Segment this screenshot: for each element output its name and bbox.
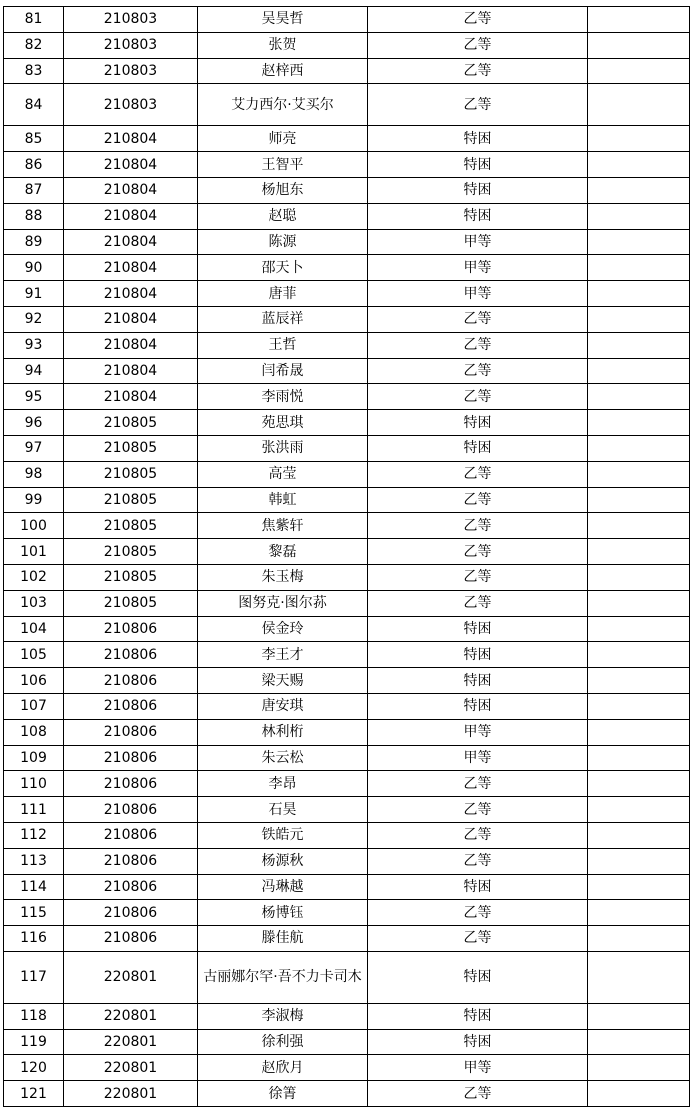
aid-level-cell: 特困 xyxy=(368,1029,588,1055)
table-row xyxy=(4,384,690,410)
student-name-cell: 徐利强 xyxy=(198,1029,368,1055)
table-row xyxy=(4,203,690,229)
row-number-cell: 83 xyxy=(4,58,64,84)
class-code-cell: 210804 xyxy=(64,229,198,255)
table-row xyxy=(4,771,690,797)
table-row xyxy=(4,152,690,178)
table-row xyxy=(4,926,690,952)
table-row xyxy=(4,719,690,745)
remark-cell xyxy=(588,616,690,642)
class-code-cell: 210805 xyxy=(64,539,198,565)
class-code-cell: 210806 xyxy=(64,668,198,694)
remark-cell xyxy=(588,152,690,178)
student-name-cell: 赵梓西 xyxy=(198,58,368,84)
table-row xyxy=(4,281,690,307)
aid-level-cell: 乙等 xyxy=(368,7,588,33)
student-name-cell: 高莹 xyxy=(198,461,368,487)
aid-level-cell: 乙等 xyxy=(368,332,588,358)
row-number-cell: 120 xyxy=(4,1055,64,1081)
table-row xyxy=(4,797,690,823)
table-row xyxy=(4,951,690,1003)
student-name-cell: 李昂 xyxy=(198,771,368,797)
student-name-cell: 铁皓元 xyxy=(198,822,368,848)
remark-cell xyxy=(588,719,690,745)
class-code-cell: 210804 xyxy=(64,281,198,307)
row-number-cell: 88 xyxy=(4,203,64,229)
aid-level-cell: 乙等 xyxy=(368,539,588,565)
table-row xyxy=(4,642,690,668)
aid-level-cell: 乙等 xyxy=(368,384,588,410)
table-row xyxy=(4,461,690,487)
aid-level-cell: 乙等 xyxy=(368,58,588,84)
remark-cell xyxy=(588,384,690,410)
aid-level-cell: 特困 xyxy=(368,410,588,436)
class-code-cell: 210806 xyxy=(64,797,198,823)
row-number-cell: 115 xyxy=(4,900,64,926)
student-name-cell: 邵天卜 xyxy=(198,255,368,281)
table-row xyxy=(4,1029,690,1055)
class-code-cell: 220801 xyxy=(64,951,198,1003)
remark-cell xyxy=(588,1081,690,1107)
row-number-cell: 114 xyxy=(4,874,64,900)
aid-level-cell: 特困 xyxy=(368,693,588,719)
row-number-cell: 121 xyxy=(4,1081,64,1107)
student-name-cell: 李雨悦 xyxy=(198,384,368,410)
row-number-cell: 102 xyxy=(4,564,64,590)
aid-level-cell: 乙等 xyxy=(368,564,588,590)
student-name-cell: 王哲 xyxy=(198,332,368,358)
class-code-cell: 210804 xyxy=(64,306,198,332)
row-number-cell: 119 xyxy=(4,1029,64,1055)
aid-level-cell: 甲等 xyxy=(368,719,588,745)
aid-level-cell: 乙等 xyxy=(368,358,588,384)
class-code-cell: 210804 xyxy=(64,126,198,152)
student-name-cell: 陈源 xyxy=(198,229,368,255)
class-code-cell: 210803 xyxy=(64,7,198,33)
class-code-cell: 220801 xyxy=(64,1081,198,1107)
table-row xyxy=(4,177,690,203)
student-name-cell: 冯琳越 xyxy=(198,874,368,900)
table-row xyxy=(4,513,690,539)
row-number-cell: 94 xyxy=(4,358,64,384)
student-name-cell: 艾力西尔·艾买尔 xyxy=(198,84,368,126)
remark-cell xyxy=(588,84,690,126)
aid-level-cell: 甲等 xyxy=(368,1055,588,1081)
row-number-cell: 117 xyxy=(4,951,64,1003)
row-number-cell: 105 xyxy=(4,642,64,668)
remark-cell xyxy=(588,822,690,848)
remark-cell xyxy=(588,900,690,926)
student-name-cell: 石昊 xyxy=(198,797,368,823)
remark-cell xyxy=(588,126,690,152)
class-code-cell: 210806 xyxy=(64,848,198,874)
aid-level-cell: 乙等 xyxy=(368,771,588,797)
class-code-cell: 210805 xyxy=(64,487,198,513)
student-name-cell: 赵聪 xyxy=(198,203,368,229)
remark-cell xyxy=(588,926,690,952)
table-row xyxy=(4,539,690,565)
remark-cell xyxy=(588,281,690,307)
table-row xyxy=(4,7,690,33)
remark-cell xyxy=(588,461,690,487)
table-row xyxy=(4,1081,690,1107)
remark-cell xyxy=(588,58,690,84)
row-number-cell: 116 xyxy=(4,926,64,952)
remark-cell xyxy=(588,513,690,539)
aid-level-cell: 乙等 xyxy=(368,306,588,332)
aid-level-cell: 特困 xyxy=(368,126,588,152)
class-code-cell: 210804 xyxy=(64,384,198,410)
student-name-cell: 徐箐 xyxy=(198,1081,368,1107)
class-code-cell: 210806 xyxy=(64,719,198,745)
remark-cell xyxy=(588,1003,690,1029)
row-number-cell: 82 xyxy=(4,32,64,58)
aid-level-cell: 乙等 xyxy=(368,797,588,823)
student-name-cell: 唐菲 xyxy=(198,281,368,307)
table-row xyxy=(4,616,690,642)
row-number-cell: 92 xyxy=(4,306,64,332)
remark-cell xyxy=(588,332,690,358)
student-name-cell: 李王才 xyxy=(198,642,368,668)
table-row xyxy=(4,255,690,281)
aid-level-cell: 乙等 xyxy=(368,487,588,513)
row-number-cell: 91 xyxy=(4,281,64,307)
table-row xyxy=(4,435,690,461)
table-row xyxy=(4,848,690,874)
table-row xyxy=(4,332,690,358)
class-code-cell: 210806 xyxy=(64,616,198,642)
remark-cell xyxy=(588,797,690,823)
class-code-cell: 220801 xyxy=(64,1029,198,1055)
remark-cell xyxy=(588,745,690,771)
table-row xyxy=(4,564,690,590)
student-name-cell: 张洪雨 xyxy=(198,435,368,461)
table-row xyxy=(4,822,690,848)
table-row xyxy=(4,900,690,926)
row-number-cell: 103 xyxy=(4,590,64,616)
row-number-cell: 87 xyxy=(4,177,64,203)
aid-level-cell: 特困 xyxy=(368,642,588,668)
row-number-cell: 95 xyxy=(4,384,64,410)
aid-level-cell: 特困 xyxy=(368,152,588,178)
table-row xyxy=(4,874,690,900)
student-name-cell: 朱云松 xyxy=(198,745,368,771)
row-number-cell: 107 xyxy=(4,693,64,719)
student-name-cell: 梁天赐 xyxy=(198,668,368,694)
aid-level-cell: 乙等 xyxy=(368,848,588,874)
table-row xyxy=(4,693,690,719)
row-number-cell: 97 xyxy=(4,435,64,461)
aid-level-cell: 甲等 xyxy=(368,745,588,771)
row-number-cell: 101 xyxy=(4,539,64,565)
remark-cell xyxy=(588,874,690,900)
student-name-cell: 焦紫轩 xyxy=(198,513,368,539)
remark-cell xyxy=(588,1055,690,1081)
table-row xyxy=(4,306,690,332)
row-number-cell: 100 xyxy=(4,513,64,539)
row-number-cell: 96 xyxy=(4,410,64,436)
aid-level-cell: 特困 xyxy=(368,1003,588,1029)
student-aid-table xyxy=(3,6,690,1107)
table-row xyxy=(4,745,690,771)
row-number-cell: 110 xyxy=(4,771,64,797)
class-code-cell: 210806 xyxy=(64,874,198,900)
student-name-cell: 蓝辰祥 xyxy=(198,306,368,332)
student-name-cell: 吴昊哲 xyxy=(198,7,368,33)
aid-level-cell: 特困 xyxy=(368,177,588,203)
aid-level-cell: 特困 xyxy=(368,616,588,642)
aid-level-cell: 乙等 xyxy=(368,590,588,616)
student-name-cell: 闫希晟 xyxy=(198,358,368,384)
class-code-cell: 210805 xyxy=(64,435,198,461)
aid-level-cell: 乙等 xyxy=(368,1081,588,1107)
row-number-cell: 84 xyxy=(4,84,64,126)
row-number-cell: 86 xyxy=(4,152,64,178)
aid-level-cell: 甲等 xyxy=(368,255,588,281)
class-code-cell: 210805 xyxy=(64,410,198,436)
aid-level-cell: 乙等 xyxy=(368,513,588,539)
table-row xyxy=(4,358,690,384)
class-code-cell: 210804 xyxy=(64,203,198,229)
aid-level-cell: 乙等 xyxy=(368,32,588,58)
student-name-cell: 李淑梅 xyxy=(198,1003,368,1029)
class-code-cell: 210803 xyxy=(64,84,198,126)
table-row xyxy=(4,590,690,616)
remark-cell xyxy=(588,32,690,58)
remark-cell xyxy=(588,590,690,616)
table-row xyxy=(4,1003,690,1029)
student-name-cell: 朱玉梅 xyxy=(198,564,368,590)
student-name-cell: 唐安琪 xyxy=(198,693,368,719)
row-number-cell: 112 xyxy=(4,822,64,848)
row-number-cell: 81 xyxy=(4,7,64,33)
aid-level-cell: 乙等 xyxy=(368,900,588,926)
class-code-cell: 210806 xyxy=(64,900,198,926)
class-code-cell: 210803 xyxy=(64,32,198,58)
row-number-cell: 109 xyxy=(4,745,64,771)
class-code-cell: 210806 xyxy=(64,745,198,771)
aid-level-cell: 乙等 xyxy=(368,84,588,126)
row-number-cell: 85 xyxy=(4,126,64,152)
aid-level-cell: 特困 xyxy=(368,203,588,229)
row-number-cell: 106 xyxy=(4,668,64,694)
row-number-cell: 99 xyxy=(4,487,64,513)
aid-level-cell: 特困 xyxy=(368,874,588,900)
aid-level-cell: 特困 xyxy=(368,951,588,1003)
row-number-cell: 90 xyxy=(4,255,64,281)
student-name-cell: 古丽娜尔罕·吾不力卡司木 xyxy=(198,951,368,1003)
aid-level-cell: 乙等 xyxy=(368,822,588,848)
student-name-cell: 赵欣月 xyxy=(198,1055,368,1081)
student-name-cell: 杨旭东 xyxy=(198,177,368,203)
class-code-cell: 210806 xyxy=(64,693,198,719)
student-name-cell: 杨源秋 xyxy=(198,848,368,874)
class-code-cell: 210806 xyxy=(64,642,198,668)
student-name-cell: 韩虹 xyxy=(198,487,368,513)
table-row xyxy=(4,1055,690,1081)
aid-level-cell: 乙等 xyxy=(368,461,588,487)
aid-level-cell: 特困 xyxy=(368,668,588,694)
remark-cell xyxy=(588,177,690,203)
aid-level-cell: 乙等 xyxy=(368,926,588,952)
table-row xyxy=(4,58,690,84)
student-name-cell: 苑思琪 xyxy=(198,410,368,436)
remark-cell xyxy=(588,1029,690,1055)
student-name-cell: 张贺 xyxy=(198,32,368,58)
class-code-cell: 210806 xyxy=(64,926,198,952)
table-row xyxy=(4,32,690,58)
student-name-cell: 林利桁 xyxy=(198,719,368,745)
student-name-cell: 侯金玲 xyxy=(198,616,368,642)
remark-cell xyxy=(588,255,690,281)
remark-cell xyxy=(588,848,690,874)
class-code-cell: 210804 xyxy=(64,358,198,384)
aid-level-cell: 特困 xyxy=(368,435,588,461)
remark-cell xyxy=(588,642,690,668)
remark-cell xyxy=(588,487,690,513)
row-number-cell: 104 xyxy=(4,616,64,642)
student-name-cell: 滕佳航 xyxy=(198,926,368,952)
remark-cell xyxy=(588,693,690,719)
student-name-cell: 师亮 xyxy=(198,126,368,152)
remark-cell xyxy=(588,203,690,229)
class-code-cell: 220801 xyxy=(64,1003,198,1029)
class-code-cell: 210804 xyxy=(64,255,198,281)
table-row xyxy=(4,84,690,126)
student-name-cell: 杨博钰 xyxy=(198,900,368,926)
table-body xyxy=(4,7,690,1107)
class-code-cell: 210805 xyxy=(64,461,198,487)
class-code-cell: 210805 xyxy=(64,564,198,590)
class-code-cell: 210804 xyxy=(64,152,198,178)
row-number-cell: 111 xyxy=(4,797,64,823)
class-code-cell: 210804 xyxy=(64,177,198,203)
class-code-cell: 220801 xyxy=(64,1055,198,1081)
class-code-cell: 210805 xyxy=(64,513,198,539)
remark-cell xyxy=(588,435,690,461)
class-code-cell: 210804 xyxy=(64,332,198,358)
remark-cell xyxy=(588,229,690,255)
remark-cell xyxy=(588,564,690,590)
table-row xyxy=(4,487,690,513)
row-number-cell: 118 xyxy=(4,1003,64,1029)
remark-cell xyxy=(588,668,690,694)
row-number-cell: 113 xyxy=(4,848,64,874)
row-number-cell: 98 xyxy=(4,461,64,487)
class-code-cell: 210803 xyxy=(64,58,198,84)
aid-level-cell: 甲等 xyxy=(368,281,588,307)
student-name-cell: 图努克·图尔荪 xyxy=(198,590,368,616)
remark-cell xyxy=(588,306,690,332)
remark-cell xyxy=(588,7,690,33)
class-code-cell: 210805 xyxy=(64,590,198,616)
row-number-cell: 93 xyxy=(4,332,64,358)
student-name-cell: 王智平 xyxy=(198,152,368,178)
table-row xyxy=(4,410,690,436)
row-number-cell: 108 xyxy=(4,719,64,745)
row-number-cell: 89 xyxy=(4,229,64,255)
table-row xyxy=(4,229,690,255)
table-row xyxy=(4,668,690,694)
table-row xyxy=(4,126,690,152)
class-code-cell: 210806 xyxy=(64,822,198,848)
class-code-cell: 210806 xyxy=(64,771,198,797)
remark-cell xyxy=(588,358,690,384)
student-name-cell: 黎磊 xyxy=(198,539,368,565)
remark-cell xyxy=(588,539,690,565)
remark-cell xyxy=(588,410,690,436)
aid-level-cell: 甲等 xyxy=(368,229,588,255)
remark-cell xyxy=(588,951,690,1003)
remark-cell xyxy=(588,771,690,797)
